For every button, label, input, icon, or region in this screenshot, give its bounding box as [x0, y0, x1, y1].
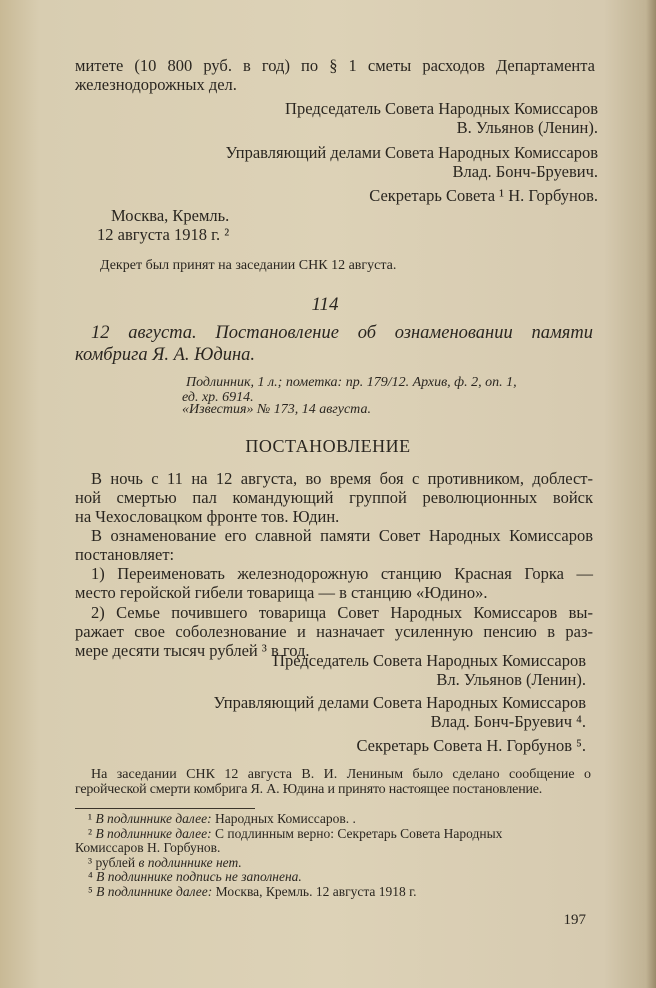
footnote-5 [88, 884, 417, 899]
prev-signature-1-title: Председатель Совета Народных Комиссаров [285, 99, 598, 118]
prev-signature-2-title: Управляющий делами Совета Народных Комиссаров [225, 143, 598, 162]
footnote-2-number: ² [88, 826, 93, 841]
source-line-2: ед. хр. 6914. [182, 390, 254, 405]
document-heading: ПОСТАНОВЛЕНИЕ [245, 436, 411, 456]
footnote-3 [88, 855, 242, 870]
paragraph-1-line-1: В ночь с 11 на 12 августа, во время боя с противником, доблест- [91, 469, 593, 488]
prev-signature-3: Секретарь Совета ¹ Н. Горбунов. [369, 186, 598, 205]
footnote-3-tail: в подлиннике нет. [138, 855, 242, 870]
paragraph-2-line-1: В ознаменование его славной памяти Совет Народных Комиссаров [91, 526, 593, 545]
paragraph-4-line-1: 2) Семье почившего товарища Совет Народных Комиссаров вы- [91, 603, 593, 622]
editorial-note-line-1: На заседании СНК 12 августа В. И. Лениным было сделано сообщение о [91, 767, 591, 782]
footnote-1-label: В подлиннике далее: [95, 811, 212, 826]
source-newspaper: «Известия» № 173, 14 августа. [182, 402, 371, 417]
prev-text-line-2: железнодорожных дел. [75, 75, 237, 94]
footnote-3-number: ³ [88, 855, 93, 870]
document-title-line-2: комбрига Я. А. Юдина. [75, 345, 256, 365]
footnote-2 [88, 826, 588, 841]
paragraph-3-line-2: место геройской гибели товарища — в станцию «Юдино». [75, 583, 488, 602]
signature-2-title: Управляющий делами Совета Народных Комиссаров [213, 693, 586, 712]
prev-signature-2-name: Влад. Бонч-Бруевич. [452, 162, 598, 181]
signature-1-title: Председатель Совета Народных Комиссаров [273, 651, 586, 670]
footnote-2-continued: Комиссаров Н. Горбунов. [75, 840, 221, 855]
paragraph-1-line-3: на Чехословацком фронте тов. Юдин. [75, 507, 340, 526]
footnote-1 [88, 811, 356, 826]
prev-editorial-note: Декрет был принят на заседании СНК 12 августа. [100, 258, 397, 273]
paragraph-2-line-2: постановляет: [75, 545, 175, 564]
prev-place: Москва, Кремль. [111, 206, 230, 225]
footnote-divider [75, 808, 255, 809]
signature-3: Секретарь Совета Н. Горбунов ⁵. [356, 736, 586, 755]
footnote-4-number: ⁴ [88, 869, 93, 884]
paragraph-4-line-3: мере десяти тысяч рублей ³ в год. [75, 641, 310, 660]
footnote-5-label: В подлиннике далее: [96, 884, 213, 899]
paragraph-3-line-1: 1) Переименовать железнодорожную станцию Красная Горка — [91, 564, 593, 583]
footnote-5-text: Москва, Кремль. 12 августа 1918 г. [215, 884, 417, 899]
page-edge-shadow [646, 0, 656, 988]
prev-signature-1-name: В. Ульянов (Ленин). [456, 118, 598, 137]
source-line-1: Подлинник, 1 л.; пометка: пр. 179/12. Архив, ф. 2, оп. 1, [186, 375, 517, 390]
prev-text-line-1: митете (10 800 руб. в год) по § 1 сметы расходов Департамента [75, 56, 595, 75]
signature-2-name: Влад. Бонч-Бруевич ⁴. [430, 712, 586, 731]
footnote-4 [88, 869, 302, 884]
footnote-3-text: рублей [95, 855, 136, 870]
paragraph-1-line-2: ной смертью пал командующий группой революционных войск [75, 488, 593, 507]
footnote-1-number: ¹ [88, 811, 93, 826]
editorial-note-line-2: геройческой смерти комбрига Я. А. Юдина и принято настоящее постановление. [75, 782, 543, 797]
paragraph-4-line-2: ражает свое соболезнование и назначает усиленную пенсию в раз- [75, 622, 593, 641]
signature-1-name: Вл. Ульянов (Ленин). [436, 670, 586, 689]
document-title-line-1: 12 августа. Постановление об ознаменовании памяти [91, 323, 593, 343]
prev-date: 12 августа 1918 г. ² [97, 225, 230, 244]
footnote-5-number: ⁵ [88, 884, 93, 899]
footnote-1-text: Народных Комиссаров. . [215, 811, 356, 826]
footnote-2-label: В подлиннике далее: [95, 826, 212, 841]
footnote-4-label: В подлиннике подпись не заполнена. [96, 869, 302, 884]
page-number: 197 [563, 912, 586, 928]
footnote-2-text: С подлинным верно: Секретарь Совета Народных [215, 826, 503, 841]
document-number: 114 [311, 294, 339, 315]
